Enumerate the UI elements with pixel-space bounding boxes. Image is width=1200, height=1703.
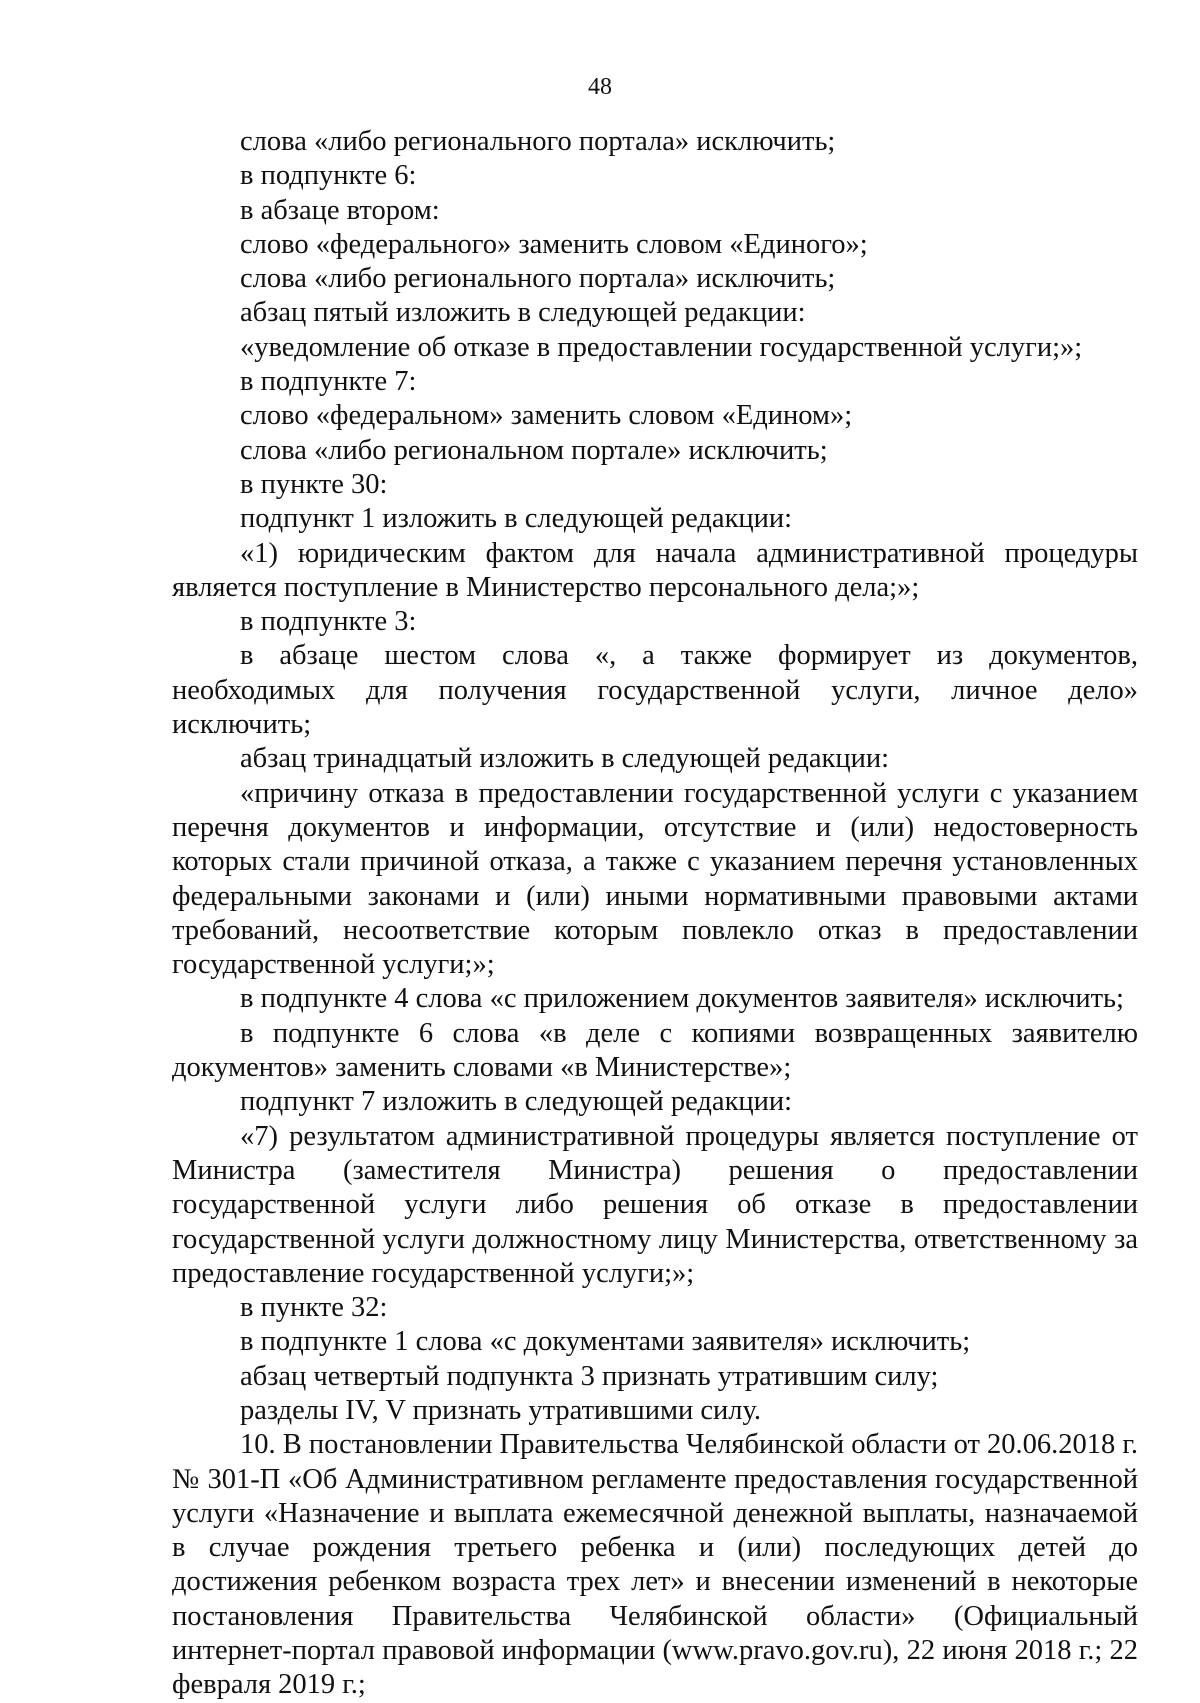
paragraph: слово «федеральном» заменить словом «Едином»; <box>240 400 853 432</box>
paragraph: абзац тринадцатый изложить в следующей редакции: <box>240 743 890 775</box>
paragraph: «7) результатом административной процедуры является поступление от Министра (заместителя Министра) решения о предоставлении государственной услуги либо решения об отказе в предоставлении государственной услуги должностному лицу Министерства, ответственному за предоставление государственной услуги;»; <box>172 1120 1138 1289</box>
paragraph: «причину отказа в предоставлении государственной услуги с указанием перечня документов и информации, отсутствие и (или) недостоверность которых стали причиной отказа, а также с указанием перечня установленных федеральными законами и (или) иными нормативными правовыми актами требований, несоответствие которым повлекло отказ в предоставлении государственной услуги;»; <box>172 777 1138 981</box>
paragraph: в абзаце шестом слова «, а также формирует из документов, необходимых для получения государственной услуги, личное дело» исключить; <box>172 640 1138 741</box>
paragraph: «1) юридическим фактом для начала административной процедуры является поступление в Министерство персонального дела;»; <box>172 537 1138 603</box>
paragraph: в подпункте 1 слова «с документами заявителя» исключить; <box>240 1326 971 1358</box>
paragraph: в подпункте 6: <box>240 160 417 192</box>
paragraph: в подпункте 7: <box>240 366 417 398</box>
paragraph: в абзаце втором: <box>240 194 440 226</box>
paragraph: абзац пятый изложить в следующей редакции: <box>240 297 806 329</box>
paragraph: «уведомление об отказе в предоставлении государственной услуги;»; <box>240 331 1083 363</box>
paragraph: 10. В постановлении Правительства Челябинской области от 20.06.2018 г. № 301-П «Об Административном регламенте предоставления государственной услуги «Назначение и выплата ежемесячной денежной выплаты, назначаемой в случае рождения третьего ребенка и (или) последующих детей до достижения ребенком возраста трех лет» и внесении изменений в некоторые постановления Правительства Челябинской области» (Официальный интернет-портал правовой информации (www.pravo.gov.ru), 22 июня 2018 г.; 22 февраля 2019 г.; <box>172 1429 1139 1701</box>
document-body <box>172 125 1138 1703</box>
paragraph: подпункт 1 изложить в следующей редакции: <box>240 503 793 535</box>
paragraph: слова «либо регионального портала» исключить; <box>240 263 836 295</box>
paragraph: в пункте 32: <box>240 1292 388 1324</box>
paragraph: в подпункте 6 слова «в деле с копиями возвращенных заявителю документов» заменить словами «в Министерстве»; <box>172 1017 1138 1084</box>
paragraph: слова «либо регионального портала» исключить; <box>240 126 836 157</box>
paragraph: слово «федерального» заменить словом «Единого»; <box>240 228 868 260</box>
page-number: 48 <box>588 74 612 100</box>
paragraph: в пункте 30: <box>240 468 388 500</box>
paragraph: разделы IV, V признать утратившими силу. <box>240 1394 762 1426</box>
paragraph: в подпункте 3: <box>240 606 417 638</box>
paragraph: подпункт 7 изложить в следующей редакции: <box>240 1086 793 1118</box>
paragraph: в подпункте 4 слова «с приложением документов заявителя» исключить; <box>240 983 1124 1015</box>
paragraph: слова «либо региональном портале» исключить; <box>240 434 828 466</box>
paragraph: абзац четвертый подпункта 3 признать утратившим силу; <box>240 1360 939 1392</box>
